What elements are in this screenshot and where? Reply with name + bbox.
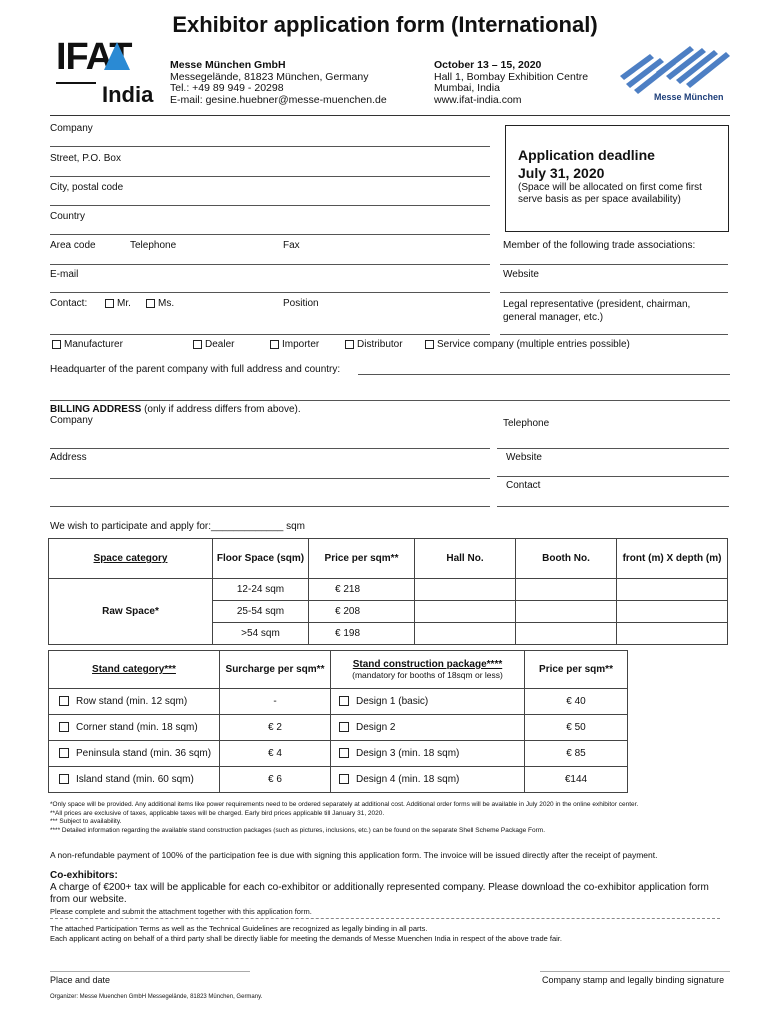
footnote-4: **** Detailed information regarding the available stand construction packages (such as pictures, inclusions, etc.) can be found on the separate Shell Scheme Package Form. — [50, 826, 545, 834]
city-input-line[interactable] — [50, 205, 490, 206]
deadline-title: Application deadline — [518, 147, 655, 163]
billing-address-input-line-2[interactable] — [50, 506, 490, 507]
payment-note: A non-refundable payment of 100% of the participation fee is due with signing this application form. The invoice will be issued directly after the receipt of payment. — [50, 850, 658, 860]
mr-option[interactable]: Mr. — [105, 298, 131, 309]
company-type-dealer[interactable]: Dealer — [193, 339, 234, 350]
space-table — [48, 538, 728, 645]
signature-label: Company stamp and legally binding signature — [542, 975, 725, 985]
raw-space-category: Raw Space* — [49, 579, 213, 645]
manufacturer-checkbox[interactable] — [52, 340, 61, 349]
trade-association-input-line[interactable] — [500, 264, 728, 265]
ifat-india-logo — [56, 38, 156, 110]
street-input-line[interactable] — [50, 176, 490, 177]
design-option[interactable]: Design 1 (basic) — [331, 689, 525, 715]
booth-no-input[interactable] — [516, 601, 617, 623]
space-category-header: Space category — [49, 539, 213, 579]
messe-muenchen-logo-text: Messe München — [654, 92, 724, 102]
surcharge-cell: € 2 — [220, 715, 331, 741]
design-option[interactable]: Design 4 (min. 18 sqm) — [331, 767, 525, 793]
email-label: E-mail — [50, 269, 79, 280]
billing-telephone-input-line[interactable] — [497, 448, 729, 449]
footnote-3: *** Subject to availability. — [50, 818, 122, 825]
island-stand-checkbox[interactable] — [59, 774, 69, 784]
importer-checkbox[interactable] — [270, 340, 279, 349]
organizer-name: Messe München GmbH — [170, 59, 286, 71]
organizer-email: E-mail: gesine.huebner@messe-muenchen.de — [170, 93, 387, 106]
stand-category-header: Stand category*** — [49, 651, 220, 689]
coexhibitors-title: Co-exhibitors: — [50, 870, 118, 881]
stand-peninsula-option[interactable]: Peninsula stand (min. 36 sqm) — [49, 741, 220, 767]
terms-line-2: Each applicant acting on behalf of a third party shall be directly liable for meeting the demands of Messe Muenchen India in respect of the above trade fair. — [50, 934, 562, 943]
stand-corner-option[interactable]: Corner stand (min. 18 sqm) — [49, 715, 220, 741]
company-label: Company — [50, 123, 93, 134]
event-dates: October 13 – 15, 2020 — [434, 59, 542, 71]
hall-no-input[interactable] — [415, 579, 516, 601]
ms-checkbox[interactable] — [146, 299, 155, 308]
mr-checkbox[interactable] — [105, 299, 114, 308]
legal-representative-input-line[interactable] — [500, 334, 728, 335]
messe-muenchen-stripes-icon — [620, 46, 732, 94]
design-3-checkbox[interactable] — [339, 748, 349, 758]
deadline-note: (Space will be allocated on first come first serve basis as per space availability) — [518, 182, 702, 205]
service-company-checkbox[interactable] — [425, 340, 434, 349]
terms-section — [50, 924, 730, 944]
price-cell: € 208 — [309, 601, 415, 623]
event-info — [434, 60, 588, 106]
phone-input-line[interactable] — [50, 264, 490, 265]
contact-label: Contact: — [50, 298, 88, 309]
email-input-line[interactable] — [50, 292, 490, 293]
company-type-distributor[interactable]: Distributor — [345, 339, 403, 350]
hall-no-input[interactable] — [415, 623, 516, 645]
price-per-sqm-header: Price per sqm** — [309, 539, 415, 579]
hall-no-input[interactable] — [415, 601, 516, 623]
page-title: Exhibitor application form (International) — [172, 12, 598, 37]
headquarter-input-line[interactable] — [358, 374, 730, 375]
application-deadline-box — [505, 125, 729, 232]
design-price-cell: € 85 — [525, 741, 628, 767]
design-option[interactable]: Design 3 (min. 18 sqm) — [331, 741, 525, 767]
website-label: Website — [503, 269, 539, 280]
dimensions-input[interactable] — [617, 601, 728, 623]
design-4-checkbox[interactable] — [339, 774, 349, 784]
design-price-cell: € 50 — [525, 715, 628, 741]
surcharge-cell: € 6 — [220, 767, 331, 793]
billing-address-label: Address — [50, 452, 87, 463]
hall-no-header: Hall No. — [415, 539, 516, 579]
company-type-importer[interactable]: Importer — [270, 339, 319, 350]
billing-contact-input-line[interactable] — [497, 506, 729, 507]
ifat-logo-text: IFAT — [56, 36, 132, 78]
place-date-line[interactable] — [50, 971, 250, 972]
area-code-label: Area code — [50, 240, 96, 251]
billing-telephone-label: Telephone — [503, 418, 550, 429]
signature-line[interactable] — [540, 971, 730, 972]
coexhibitors-text: A charge of €200+ tax will be applicable for each co-exhibitor or additionally represented company. Please download the co-exhibitor application form from our website. — [50, 882, 709, 905]
headquarter-label: Headquarter of the parent company with full address and country: — [50, 364, 341, 375]
company-input-line[interactable] — [50, 146, 490, 147]
floor-space-cell: >54 sqm — [213, 623, 309, 645]
dashed-divider — [50, 918, 720, 919]
event-venue: Hall 1, Bombay Exhibition Centre — [434, 70, 589, 83]
company-type-service[interactable]: Service company (multiple entries possible) — [425, 339, 630, 350]
dimensions-header: front (m) X depth (m) — [617, 539, 728, 579]
floor-space-header: Floor Space (sqm) — [213, 539, 309, 579]
fax-label: Fax — [283, 240, 300, 251]
legal-representative-label: Legal representative (president, chairman, general manager, etc.) — [503, 299, 691, 323]
booth-no-input[interactable] — [516, 579, 617, 601]
trade-association-label: Member of the following trade associations: — [503, 240, 696, 251]
organizer-tel: Tel.: +49 89 949 - 20298 — [170, 82, 284, 94]
ifat-triangle-icon — [104, 42, 130, 70]
price-cell: € 218 — [309, 579, 415, 601]
booth-no-input[interactable] — [516, 623, 617, 645]
event-city: Mumbai, India — [434, 82, 500, 94]
city-label: City, postal code — [50, 182, 124, 193]
floor-space-cell: 25-54 sqm — [213, 601, 309, 623]
surcharge-header: Surcharge per sqm** — [220, 651, 331, 689]
website-input-line[interactable] — [500, 292, 728, 293]
organizer-footer: Organizer: Messe Muenchen GmbH Messegelände, 81823 München, Germany. — [50, 994, 263, 1000]
billing-website-label: Website — [506, 452, 542, 463]
billing-company-label: Company — [50, 415, 93, 426]
dimensions-input[interactable] — [617, 623, 728, 645]
price-cell: € 198 — [309, 623, 415, 645]
stand-table — [48, 650, 628, 793]
design-price-cell: €144 — [525, 767, 628, 793]
place-date-label: Place and date — [50, 975, 111, 985]
dealer-checkbox[interactable] — [193, 340, 202, 349]
design-1-checkbox[interactable] — [339, 696, 349, 706]
footnote-2: **All prices are exclusive of taxes, applicable taxes will be charged. Early bird prices applicable till January 31, 2020. — [50, 809, 385, 817]
billing-address-input-line[interactable] — [50, 478, 490, 479]
coexhibitors-section — [50, 870, 730, 918]
country-label: Country — [50, 211, 86, 222]
stand-island-option[interactable]: Island stand (min. 60 sqm) — [49, 767, 220, 793]
headquarter-input-line-2[interactable] — [50, 400, 730, 401]
organizer-address: Messegelände, 81823 München, Germany — [170, 70, 369, 83]
deadline-date: July 31, 2020 — [518, 165, 605, 181]
street-label: Street, P.O. Box — [50, 153, 121, 164]
event-web: www.ifat-india.com — [434, 93, 522, 106]
ifat-logo-india: India — [102, 82, 154, 107]
participate-sqm-field[interactable]: We wish to participate and apply for:_____________ sqm — [50, 521, 305, 532]
billing-heading: BILLING ADDRESS (only if address differs from above). — [50, 404, 301, 415]
telephone-label: Telephone — [130, 240, 177, 251]
organizer-info — [170, 60, 387, 106]
coexhibitors-instruction: Please complete and submit the attachment together with this application form. — [50, 907, 312, 916]
country-input-line[interactable] — [50, 234, 490, 235]
terms-line-1: The attached Participation Terms as well as the Technical Guidelines are recognized as legally binding in all parts. — [50, 924, 428, 933]
corner-stand-checkbox[interactable] — [59, 722, 69, 732]
company-type-manufacturer[interactable]: Manufacturer — [52, 339, 123, 350]
billing-company-input-line[interactable] — [50, 448, 490, 449]
dimensions-input[interactable] — [617, 579, 728, 601]
design-option[interactable]: Design 2 — [331, 715, 525, 741]
surcharge-cell: € 4 — [220, 741, 331, 767]
billing-website-input-line[interactable] — [497, 476, 729, 477]
booth-no-header: Booth No. — [516, 539, 617, 579]
floor-space-cell: 12-24 sqm — [213, 579, 309, 601]
position-label: Position — [283, 298, 319, 309]
package-price-header: Price per sqm** — [525, 651, 628, 689]
ms-option[interactable]: Ms. — [146, 298, 174, 309]
design-2-checkbox[interactable] — [339, 722, 349, 732]
contact-input-line[interactable] — [50, 334, 490, 335]
package-header: Stand construction package**** (mandatory for booths of 18sqm or less) — [331, 651, 525, 689]
row-stand-checkbox[interactable] — [59, 696, 69, 706]
design-price-cell: € 40 — [525, 689, 628, 715]
footnote-1: *Only space will be provided. Any additional items like power requirements need to be ordered separately at additional cost. Additional order forms will be available in July 2020 in the online exhibitor center. — [50, 801, 639, 808]
stand-row-option[interactable]: Row stand (min. 12 sqm) — [49, 689, 220, 715]
distributor-checkbox[interactable] — [345, 340, 354, 349]
header-divider — [50, 115, 730, 116]
billing-contact-label: Contact — [506, 480, 541, 491]
footnotes — [50, 801, 722, 835]
surcharge-cell: - — [220, 689, 331, 715]
messe-muenchen-logo — [620, 46, 732, 106]
peninsula-stand-checkbox[interactable] — [59, 748, 69, 758]
